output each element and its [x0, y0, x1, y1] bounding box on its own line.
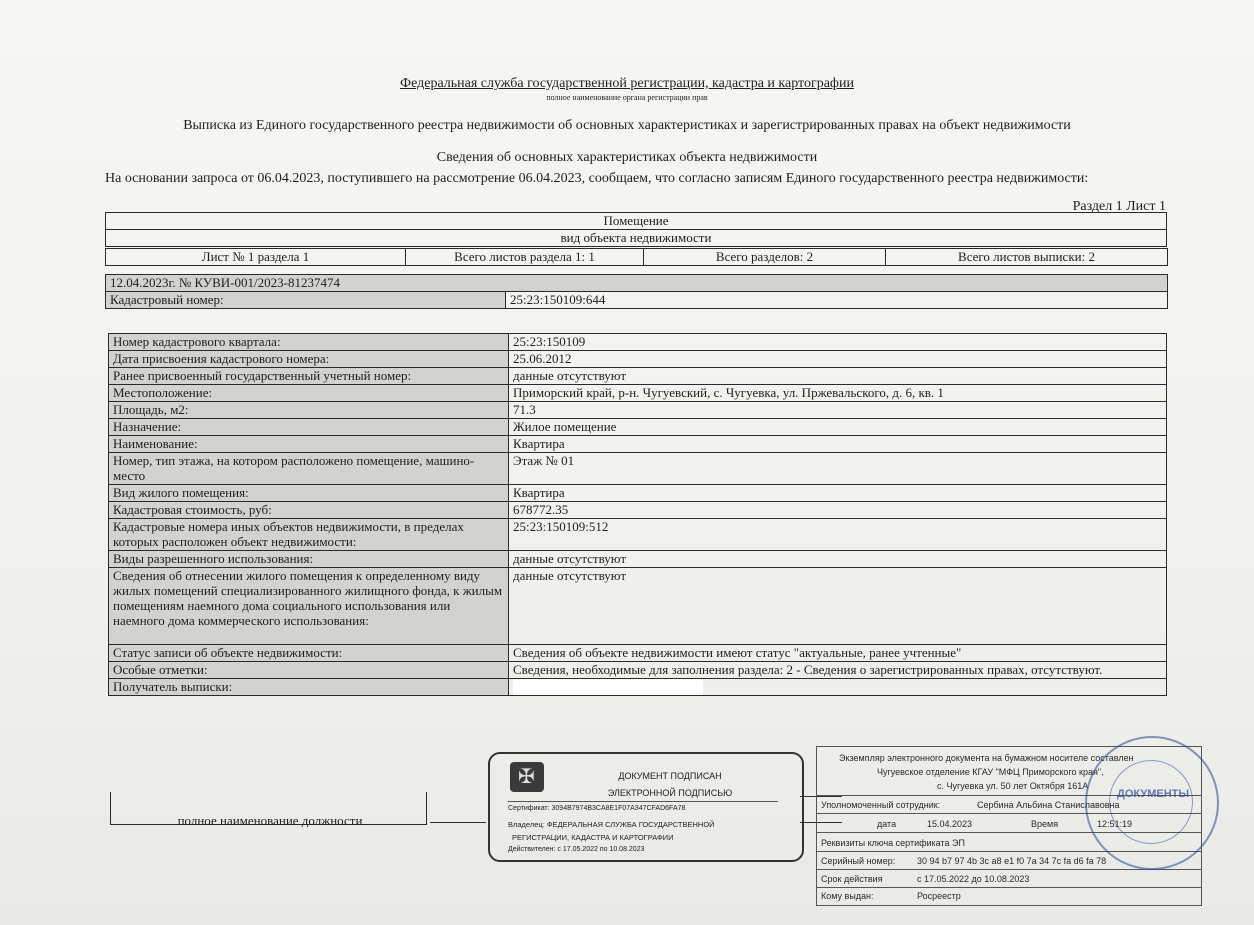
row-value: 678772.35: [509, 502, 1167, 519]
copy-divider: [817, 887, 1201, 888]
signature-line2: ЭЛЕКТРОННОЙ ПОДПИСЬЮ: [607, 788, 733, 798]
position-label: полное наименование должности: [177, 813, 363, 828]
sheet-number: Лист № 1 раздела 1: [106, 249, 406, 266]
row-value: 25:23:150109:512: [509, 519, 1167, 551]
issued-label: Кому выдан:: [821, 891, 874, 901]
issued-value: Росреестр: [917, 891, 961, 901]
employee-name: Сербина Альбина Станиславовна: [977, 800, 1120, 810]
table-row: [109, 568, 1167, 645]
organization-name: Федеральная служба государственной регистрации, кадастра и картографии: [400, 76, 854, 91]
row-label: Номер кадастрового квартала:: [109, 334, 509, 351]
signature-owner-cont: РЕГИСТРАЦИИ, КАДАСТРА И КАРТОГРАФИИ: [512, 833, 674, 842]
row-value: Приморский край, р-н. Чугуевский, с. Чугуевка, ул. Пржевальского, д. 6, кв. 1: [509, 385, 1167, 402]
serial-label: Серийный номер:: [821, 856, 896, 866]
row-label: Площадь, м2:: [109, 402, 509, 419]
row-value: Квартира: [509, 436, 1167, 453]
row-label: Наименование:: [109, 436, 509, 453]
row-label: Особые отметки:: [109, 662, 509, 679]
date-label: дата: [877, 819, 897, 829]
table-row: [109, 662, 1167, 679]
row-value: [509, 679, 1167, 696]
table-row: [109, 453, 1167, 485]
object-type-caption: вид объекта недвижимости: [106, 230, 1167, 247]
row-label: Номер, тип этажа, на котором расположено помещение, машино-место: [109, 453, 509, 485]
table-row: [109, 551, 1167, 568]
row-value: Сведения об объекте недвижимости имеют статус "актуальные, ранее учтенные": [509, 645, 1167, 662]
cert-label: Реквизиты ключа сертификата ЭП: [821, 838, 965, 848]
table-row: [109, 334, 1167, 351]
object-type: Помещение: [106, 213, 1167, 230]
row-value: 25.06.2012: [509, 351, 1167, 368]
section-title: Сведения об основных характеристиках объекта недвижимости: [436, 150, 818, 165]
total-sections: Всего разделов: 2: [644, 249, 886, 266]
row-label: Кадастровая стоимость, руб:: [109, 502, 509, 519]
copy-title: Экземпляр электронного документа на бумажном носителе составлен: [839, 753, 1134, 763]
row-value: 25:23:150109: [509, 334, 1167, 351]
row-value: данные отсутствуют: [509, 551, 1167, 568]
row-label: Сведения об отнесении жилого помещения к определенному виду жилых помещений специализированного жилищного фонда, к жилым помещениям наемного дома социального использования или наемного дома коммерческого использования:: [109, 568, 509, 645]
serial-value: 30 94 b7 97 4b 3c a8 e1 f0 7a 34 7c fa d6 fa 78: [917, 856, 1107, 866]
cadastral-number-value: 25:23:150109:644: [506, 292, 1168, 309]
row-value: Этаж № 01: [509, 453, 1167, 485]
record-table: [105, 274, 1168, 309]
electronic-signature-box: [488, 752, 804, 862]
signature-divider: [508, 801, 778, 802]
row-label: Назначение:: [109, 419, 509, 436]
row-value: Сведения, необходимые для заполнения раздела: 2 - Сведения о зарегистрированных правах, отсутствуют.: [509, 662, 1167, 679]
row-label: Виды разрешенного использования:: [109, 551, 509, 568]
copy-office: Чугуевское отделение КГАУ "МФЦ Приморского края",: [877, 767, 1104, 777]
row-value: 71.3: [509, 402, 1167, 419]
row-label: Получатель выписки:: [109, 679, 509, 696]
time-label: Время: [1031, 819, 1059, 829]
signature-valid: Действителен: с 17.05.2022 по 10.08.2023: [508, 846, 645, 853]
row-label: Кадастровые номера иных объектов недвижимости, в пределах которых расположен объект недвижимости:: [109, 519, 509, 551]
copy-address: с. Чугуевка ул. 50 лет Октября 161А: [937, 781, 1089, 791]
redaction-block: [513, 679, 703, 695]
coat-of-arms-icon: [510, 762, 544, 792]
row-label: Ранее присвоенный государственный учетный номер:: [109, 368, 509, 385]
table-row: [109, 519, 1167, 551]
row-label: Вид жилого помещения:: [109, 485, 509, 502]
signature-certificate: Сертификат: 3094B7974B3CA8E1F07A347CFAD6FA78: [508, 805, 686, 812]
signature-line1: ДОКУМЕНТ ПОДПИСАН: [618, 771, 722, 781]
table-row: [109, 645, 1167, 662]
cadastral-number-label: Кадастровый номер:: [106, 292, 506, 309]
table-row: [109, 419, 1167, 436]
validity-label: Срок действия: [821, 874, 883, 884]
row-value: Жилое помещение: [509, 419, 1167, 436]
row-label: Местоположение:: [109, 385, 509, 402]
request-basis-text: На основании запроса от 06.04.2023, поступившего на рассмотрение 06.04.2023, сообщаем, что согласно записям Единого государственного реестра недвижимости:: [105, 171, 1089, 186]
sheet-info-table: [105, 248, 1168, 266]
record-number: 12.04.2023г. № КУВИ-001/2023-81237474: [106, 275, 1168, 292]
total-sheets-extract: Всего листов выписки: 2: [886, 249, 1168, 266]
row-value: Квартира: [509, 485, 1167, 502]
signature-owner: Владелец: ФЕДЕРАЛЬНАЯ СЛУЖБА ГОСУДАРСТВЕННОЙ: [508, 820, 715, 829]
object-type-table: [105, 212, 1167, 247]
connector-line: [430, 822, 486, 823]
table-row: [109, 436, 1167, 453]
table-row: [109, 485, 1167, 502]
characteristics-table: [108, 333, 1167, 696]
official-stamp: [1085, 736, 1219, 870]
table-row: [109, 351, 1167, 368]
section-sheet-label: Раздел 1 Лист 1: [1072, 199, 1166, 214]
date-value: 15.04.2023: [927, 819, 973, 829]
table-row: [109, 385, 1167, 402]
stamp-inner-ring: [1109, 760, 1193, 844]
employee-label: Уполномоченный сотрудник:: [821, 800, 941, 810]
row-value: данные отсутствуют: [509, 368, 1167, 385]
organization-note: полное наименование органа регистрации прав: [546, 93, 708, 102]
table-row: [109, 679, 1167, 696]
time-value: 12:51:19: [1097, 819, 1133, 829]
row-label: Статус записи об объекте недвижимости:: [109, 645, 509, 662]
validity-value: с 17.05.2022 до 10.08.2023: [917, 874, 1030, 884]
row-label: Дата присвоения кадастрового номера:: [109, 351, 509, 368]
table-row: [109, 502, 1167, 519]
table-row: [109, 368, 1167, 385]
row-value: данные отсутствуют: [509, 568, 1167, 645]
table-row: [109, 402, 1167, 419]
stamp-text: ДОКУМЕНТЫ: [1117, 788, 1190, 800]
total-sheets-section: Всего листов раздела 1: 1: [406, 249, 644, 266]
extract-title: Выписка из Единого государственного реестра недвижимости об основных характеристиках и зарегистрированных правах на объект недвижимости: [183, 118, 1071, 133]
